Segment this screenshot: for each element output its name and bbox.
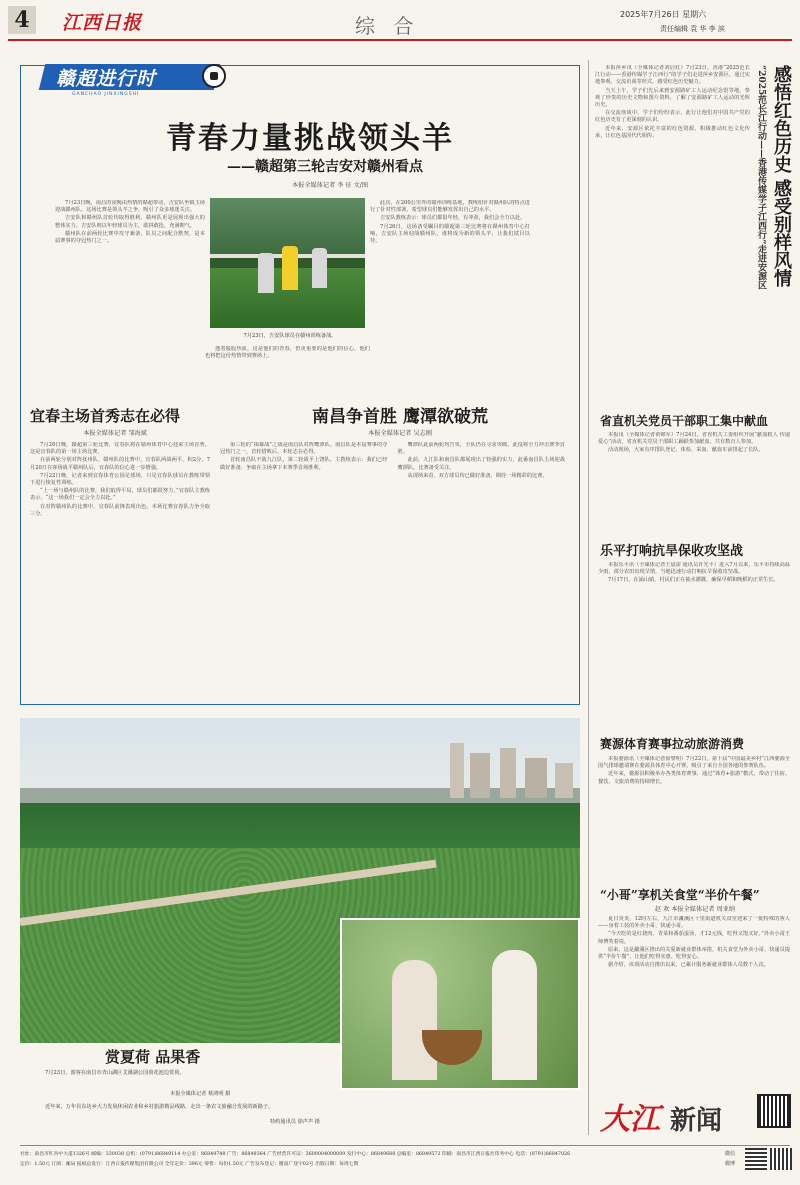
- paragraph: 活动现场，大家有序排队登记、体检、采血，献血车前排起了长队。: [608, 447, 764, 454]
- banner-title: 赣超进行时: [56, 68, 157, 90]
- paragraph: 透着股股热血，这是他们的青春，但更重要的是他们的信心，他们也将把这份热情带到赛场上。: [205, 346, 370, 360]
- footer-info-line-2: 定价：1.50元 订阅：邮局 报纸总发行：江西日报传媒集团有限公司 全年定价：396元 零售：每份1.50元 广告发布登记：赣南广登字02号 出版日期：每周七期: [20, 1162, 359, 1167]
- nanchang-byline: 本报全媒体记者 吴志刚: [368, 430, 432, 437]
- canteen-byline: 赵 欢 本报全媒体记者 周亚纳: [654, 906, 736, 913]
- paragraph: 赣州队在前两轮比赛中攻守兼备，队员之间配合默契，是本届赛事的夺冠热门之一。: [55, 230, 205, 245]
- paragraph: 7月17日，在涌山镇，村民们正在抽水灌溉，确保早稻和晚稻的正常生长。: [608, 577, 779, 584]
- yichun-headline: 宜春主场首秀志在必得: [30, 407, 181, 425]
- footer-qr-label: 微博: [725, 1161, 736, 1167]
- issue-date: 2025年7月26日 星期六: [620, 10, 707, 19]
- blood-body: [598, 432, 790, 527]
- yichun-body: [30, 442, 210, 702]
- right-divider: [588, 60, 589, 1135]
- person-figure: [492, 950, 537, 1080]
- ganchao-banner: [42, 58, 227, 98]
- lead-subheadline: ——赣超第三轮吉安对赣州看点: [227, 159, 423, 175]
- sports-tourism-headline: 赛源体育赛事拉动旅游消费: [600, 737, 745, 751]
- paragraph: 夏日炎炎，12时左右，九江市濂溪区十里街道机关食堂迎来了一批特殊的客人——身着工装的外卖小哥、快递小哥。: [598, 916, 790, 930]
- paragraph: 当天上午，学子们先后来到安源路矿工人运动纪念馆等地，参观了珍贵的历史文物和图片资料，了解了安源路矿工人运动的光辉历史。: [595, 87, 750, 109]
- brand-big: 大江: [600, 1102, 660, 1137]
- paragraph: 此次，在200公里外的赣州训练基地，教练组针对赣州队的特点进行了针对性部署，希望球员们能够发挥出自己的水平。: [370, 200, 530, 214]
- dajiang-news-logo: [592, 1092, 797, 1137]
- paragraph: 鹰潭队此前两轮均告负，全队仍在寻求突破，此役将全力冲击赛季首胜。: [397, 442, 565, 456]
- lead-col-bottom: [205, 346, 370, 396]
- blood-headline: 省直机关党员干部职工集中献血: [600, 414, 769, 428]
- yichun-byline: 本报全媒体记者 邹海斌: [83, 430, 147, 437]
- paragraph: 此前，九江队和南昌队都展现出了较强的实力，此番南昌队主场迎战鹰潭队，比赛备受关注。: [397, 457, 565, 471]
- paragraph: 本报萍乡讯（全媒体记者刘启红）7月23日，香港“2025范长江行动——香港传媒学子江西行”的学子们走进萍乡安源区，通过实地参观、交流访谈等形式，感受红色历史魅力。: [595, 65, 750, 86]
- feature-credit-1: 本报全媒体记者 蔡鸿明 摄: [170, 1091, 231, 1097]
- paragraph: 7月22日晚，记者来到宜春体育公园足球场，只见宜春队球员在教练带领下进行恢复性训练。: [30, 472, 210, 487]
- feature-credit-2: 特约通讯员 徐声声 摄: [270, 1119, 320, 1125]
- brand-word: 新闻: [670, 1106, 723, 1136]
- right-article-a: [595, 65, 750, 390]
- paragraph: 首轮南昌队不敌九江队，第二轮战平上饶队。主教练表示：我们已经做好准备，争取在主场拿下本赛季首场胜利。: [220, 457, 388, 471]
- section-title: 综 合: [355, 14, 420, 38]
- footer-qr-label: 微信: [725, 1151, 736, 1157]
- editors: 责任编辑 袁 华 李 滨: [660, 25, 725, 33]
- paragraph: 近年来，婺源县积极举办各类体育赛事，通过“体育+旅游”模式，带动了住宿、餐饮、文旅消费的持续增长。: [598, 771, 790, 785]
- paragraph: 在交流座谈中，学子们纷纷表示，此行让他们对中国共产党的红色历史有了更深刻的认识。: [595, 110, 750, 124]
- paragraph: 7月23日晚，南昌的夜晚由热情的赣超带动，吉安队坐镇主场迎战赣州队。这场比赛是领头羊之争，吸引了众多球迷关注。: [55, 200, 205, 214]
- masthead: [0, 0, 800, 40]
- paragraph: “今天吃的是红烧肉、青菜和番茄蛋汤，才12元钱，吃得又饱又好。”外卖小哥王师傅笑着说。: [598, 931, 790, 945]
- banner-subtitle: GANCHAO JINXINGSHI: [72, 92, 140, 97]
- footer-qr-code: [745, 1148, 767, 1170]
- qr-code: [757, 1094, 791, 1128]
- paragraph: “上一场与赣州队的比赛，我们取得平局，球员们都很努力，”宜春队主教练表示，“这一场我们一定会全力以赴。”: [30, 488, 210, 502]
- lead-headline: 青春力量挑战领头羊: [166, 121, 454, 156]
- page-number: 4: [8, 6, 36, 34]
- feature-headline: 赏夏荷 品果香: [105, 1048, 201, 1066]
- drought-body: [598, 562, 790, 742]
- footer-info-line-1: 社址：南昌市红谷中大道1326号 邮编：330038 总机：(0791)86849114 办公室：86849748 广告：86849364 广告经营许可证：3600004000009 发行中心：86849688 总编室：86849572 印刷：南昌市江西日报社印务中心 电话：(0791)86847026: [20, 1152, 571, 1157]
- player-figure: [282, 246, 298, 290]
- drought-headline: 乐平打响抗旱保收攻坚战: [600, 544, 744, 559]
- soccer-ball-icon: [202, 64, 226, 88]
- paragraph: 7月26日，这场备受瞩目的赣超第三轮比赛将在赣州体育中心打响，吉安队主场迎战赣州队，谁将成为新的领头羊，让我们拭目以待。: [370, 223, 530, 245]
- sports-tourism-body: [598, 756, 790, 881]
- masthead-rule: [8, 39, 792, 41]
- newspaper-logo: 江西日报: [62, 12, 143, 34]
- canteen-body: [598, 916, 790, 1046]
- paragraph: 本报婺源讯（全媒体记者徐黎明）7月22日，第十届“中国最美乡村”江西婺源全国气排球邀请赛在婺源县体育中心开赛，吸引了来自全国各地的参赛队伍。: [598, 756, 790, 770]
- paragraph: 原来，这是濂溪区推出的关爱新就业群体举措，机关食堂为外卖小哥、快递员提供“半价午餐”，让他们吃得实惠、吃得安心。: [598, 946, 790, 961]
- nanchang-headline: 南昌争首胜 鹰潭欲破荒: [312, 407, 488, 427]
- player-figure: [258, 253, 274, 293]
- vertical-subheadline: “2025范长江行动——香港传媒学子江西行”走进安源区: [756, 65, 766, 290]
- paragraph: 据介绍，该项活动自推出以来，已累计服务新就业群体人员数千人次。: [608, 962, 769, 969]
- canteen-headline: “小哥”享机关食堂“半价午餐”: [600, 888, 760, 902]
- lead-photo: [210, 198, 365, 328]
- fruit-photo: [340, 918, 580, 1090]
- paragraph: 吉安队和赣州队首轮均取得胜利，赣州队更是展现出强大的整体实力。吉安队则以年轻球员为主，敢拼敢抢，充满朝气。: [55, 215, 205, 229]
- lead-photo-caption: 7月23日，吉安队球员在赣州训练备战。: [243, 333, 337, 339]
- paragraph: 7月26日晚，赣超第三轮比赛，宜春队将在赣州体育中心迎来主场首秀。这是宜春队的第一场主场比赛。: [30, 442, 210, 456]
- lead-byline: 本报全媒体记者 李 征 文/图: [291, 182, 369, 189]
- feature-caption-2: 近年来，万年县东坊乡大力发展休闲农业和乡村旅游精品线路，走出一条农文旅融合发展的新路子。: [45, 1104, 274, 1110]
- nanchang-body: [220, 442, 565, 702]
- paragraph: 在对阵赣州队的比赛中，宜春队前锋表现出色。本场比赛宜春队力争全取三分。: [30, 503, 210, 517]
- vertical-headline: 感悟红色历史 感受别样风情: [771, 65, 792, 288]
- tree-line: [20, 803, 580, 853]
- lead-col-2: [370, 200, 530, 350]
- feature-caption-1: 7月23日，游客在南昌市青山湖区艾溪湖公园荷花池边赏荷。: [45, 1070, 185, 1076]
- paragraph: 第三轮的“揭幕战”之战是南昌队对阵鹰潭队。南昌队是本届赛事的夺冠热门之一，首轮惜败后，本轮志在必得。: [220, 442, 388, 456]
- paragraph: 本报乐平讯（全媒体记者王晨霈 通讯员许光平）进入7月以来，乐平市持续高温少雨，部分农田出现旱情，当地迅速行动打响抗旱保收攻坚战。: [598, 562, 790, 576]
- lead-col-1: [55, 200, 205, 400]
- paragraph: 吉安队教练表示：球员们都很年轻，有冲劲，我们会全力以赴。: [380, 215, 526, 222]
- paragraph: 近年来，安源区依托丰富的红色资源，积极推动红色文化传承，让红色基因代代相传。: [595, 125, 750, 139]
- footer: [20, 1145, 790, 1178]
- paragraph: 本报讯（全媒体记者黄锦军）7月24日，省直机关工委组织开展“献血救人 传递爱心”活动，省直机关党员干部职工踊跃参加献血，共有数百人参加。: [598, 432, 790, 446]
- person-figure: [392, 960, 437, 1080]
- paragraph: 从现场来看，双方球员均已做好准备，期待一场精彩的比赛。: [407, 472, 548, 479]
- footer-qr-code: [770, 1148, 792, 1170]
- paragraph: 在前两轮分别对阵抚州队、赣州队的比赛中，宜春队两战两平，积2分。7月20日在客场战平赣州队后，宜春队的信心进一步增强。: [30, 457, 210, 471]
- player-figure: [312, 248, 327, 288]
